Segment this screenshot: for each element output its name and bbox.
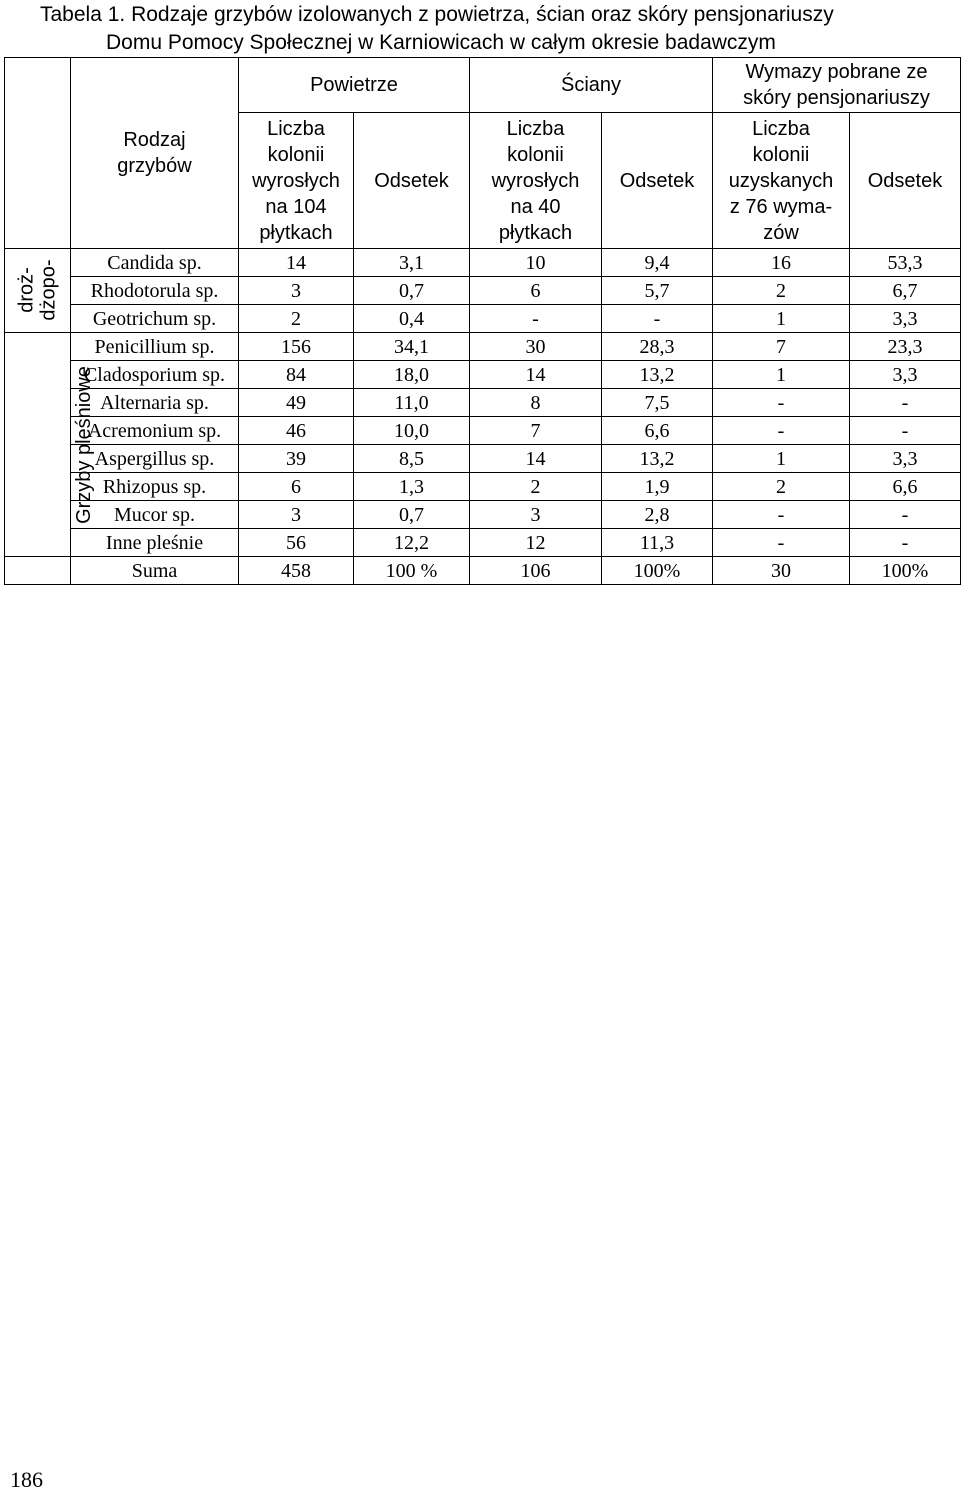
cell-value: 100% [850, 557, 961, 585]
caption-line-1: Tabela 1. Rodzaje grzybów izolowanych z powietrza, ścian oraz skóry pensjonariuszy [40, 3, 834, 26]
sum-row-spacer [5, 557, 71, 585]
table-row [5, 305, 961, 333]
table-row [5, 277, 961, 305]
cell-value: 8,5 [354, 445, 470, 473]
cell-value: - [850, 417, 961, 445]
cell-value: 39 [239, 445, 354, 473]
cell-value: 2 [713, 277, 850, 305]
cell-value: - [713, 501, 850, 529]
cell-value: 458 [239, 557, 354, 585]
cell-value: 13,2 [602, 361, 713, 389]
cell-value: 0,4 [354, 305, 470, 333]
table-row [5, 445, 961, 473]
fungus-name: Acremonium sp. [71, 417, 239, 445]
cell-value: 1 [713, 305, 850, 333]
cell-value: 106 [470, 557, 602, 585]
table-row [5, 501, 961, 529]
cell-value: - [470, 305, 602, 333]
cell-value: 12 [470, 529, 602, 557]
fungi-table [4, 57, 961, 585]
fungus-name: Rhodotorula sp. [71, 277, 239, 305]
cell-value: 3,1 [354, 249, 470, 277]
cell-value: 1 [713, 361, 850, 389]
cell-value: 3 [470, 501, 602, 529]
cell-value: - [713, 389, 850, 417]
cell-value: 11,0 [354, 389, 470, 417]
table-row [5, 333, 961, 361]
cell-value: - [850, 501, 961, 529]
cell-value: 3 [239, 501, 354, 529]
header-odsetek-powietrze: Odsetek [354, 113, 470, 249]
header-odsetek-sciany: Odsetek [602, 113, 713, 249]
fungus-name: Penicillium sp. [71, 333, 239, 361]
page-number: 186 [10, 1467, 43, 1492]
fungus-name: Geotrichum sp. [71, 305, 239, 333]
cell-value: - [850, 389, 961, 417]
table-row-sum [5, 557, 961, 585]
cell-value: 8 [470, 389, 602, 417]
cell-value: 1,3 [354, 473, 470, 501]
cell-value: 7,5 [602, 389, 713, 417]
header-rodzaj: Rodzaj grzybów [71, 58, 239, 249]
table-row [5, 249, 961, 277]
cell-value: 12,2 [354, 529, 470, 557]
cell-value: 14 [239, 249, 354, 277]
fungus-name: Mucor sp. [71, 501, 239, 529]
fungus-name: Suma [71, 557, 239, 585]
fungus-name: Rhizopus sp. [71, 473, 239, 501]
cell-value: 10 [470, 249, 602, 277]
table-row [5, 529, 961, 557]
cell-value: 1,9 [602, 473, 713, 501]
header-liczba-wymazy: Liczba kolonii uzyskanych z 76 wyma- zów [713, 113, 850, 249]
cell-value: 100 % [354, 557, 470, 585]
cell-value: 1 [713, 445, 850, 473]
cell-value: 2 [713, 473, 850, 501]
cell-value: 56 [239, 529, 354, 557]
header-wymazy: Wymazy pobrane ze skóry pensjonariuszy [713, 58, 961, 113]
table-row [5, 389, 961, 417]
cell-value: 2,8 [602, 501, 713, 529]
header-powietrze: Powietrze [239, 58, 470, 113]
cell-value: 3,3 [850, 445, 961, 473]
cell-value: 30 [470, 333, 602, 361]
header-liczba-sciany: Liczba kolonii wyrosłych na 40 płytkach [470, 113, 602, 249]
fungus-name: Alternaria sp. [71, 389, 239, 417]
header-liczba-powietrze: Liczba kolonii wyrosłych na 104 płytkach [239, 113, 354, 249]
cell-value: 3 [239, 277, 354, 305]
cell-value: 11,3 [602, 529, 713, 557]
cell-value: 6 [239, 473, 354, 501]
cell-value: 14 [470, 361, 602, 389]
cell-value: 5,7 [602, 277, 713, 305]
cell-value: 6,6 [850, 473, 961, 501]
cell-value: - [850, 529, 961, 557]
table-row [5, 361, 961, 389]
fungus-name: Candida sp. [71, 249, 239, 277]
cell-value: 2 [470, 473, 602, 501]
cell-value: 100% [602, 557, 713, 585]
cell-value: 7 [470, 417, 602, 445]
cell-value: 46 [239, 417, 354, 445]
cell-value: 2 [239, 305, 354, 333]
header-sciany: Ściany [470, 58, 713, 113]
fungus-name: Inne pleśnie [71, 529, 239, 557]
group-label-mold: Grzyby pleśniowe [5, 333, 71, 557]
header-odsetek-wymazy: Odsetek [850, 113, 961, 249]
fungus-name: Cladosporium sp. [71, 361, 239, 389]
cell-value: 23,3 [850, 333, 961, 361]
cell-value: 9,4 [602, 249, 713, 277]
cell-value: 16 [713, 249, 850, 277]
cell-value: 18,0 [354, 361, 470, 389]
cell-value: 6,6 [602, 417, 713, 445]
cell-value: 7 [713, 333, 850, 361]
cell-value: 10,0 [354, 417, 470, 445]
cell-value: 34,1 [354, 333, 470, 361]
cell-value: - [602, 305, 713, 333]
cell-value: 30 [713, 557, 850, 585]
table-row [5, 473, 961, 501]
cell-value: 156 [239, 333, 354, 361]
table-row [5, 417, 961, 445]
group-label-yeast: droż- dżopo- [5, 249, 71, 333]
cell-value: 13,2 [602, 445, 713, 473]
caption-line-2: Domu Pomocy Społecznej w Karniowicach w całym okresie badawczym [106, 31, 776, 54]
cell-value: 53,3 [850, 249, 961, 277]
cell-value: 0,7 [354, 277, 470, 305]
cell-value: 84 [239, 361, 354, 389]
cell-value: 6 [470, 277, 602, 305]
cell-value: - [713, 529, 850, 557]
cell-value: 14 [470, 445, 602, 473]
cell-value: 49 [239, 389, 354, 417]
cell-value: 0,7 [354, 501, 470, 529]
cell-value: 3,3 [850, 361, 961, 389]
cell-value: - [713, 417, 850, 445]
cell-value: 6,7 [850, 277, 961, 305]
cell-value: 28,3 [602, 333, 713, 361]
corner-cell [5, 58, 71, 249]
fungus-name: Aspergillus sp. [71, 445, 239, 473]
cell-value: 3,3 [850, 305, 961, 333]
